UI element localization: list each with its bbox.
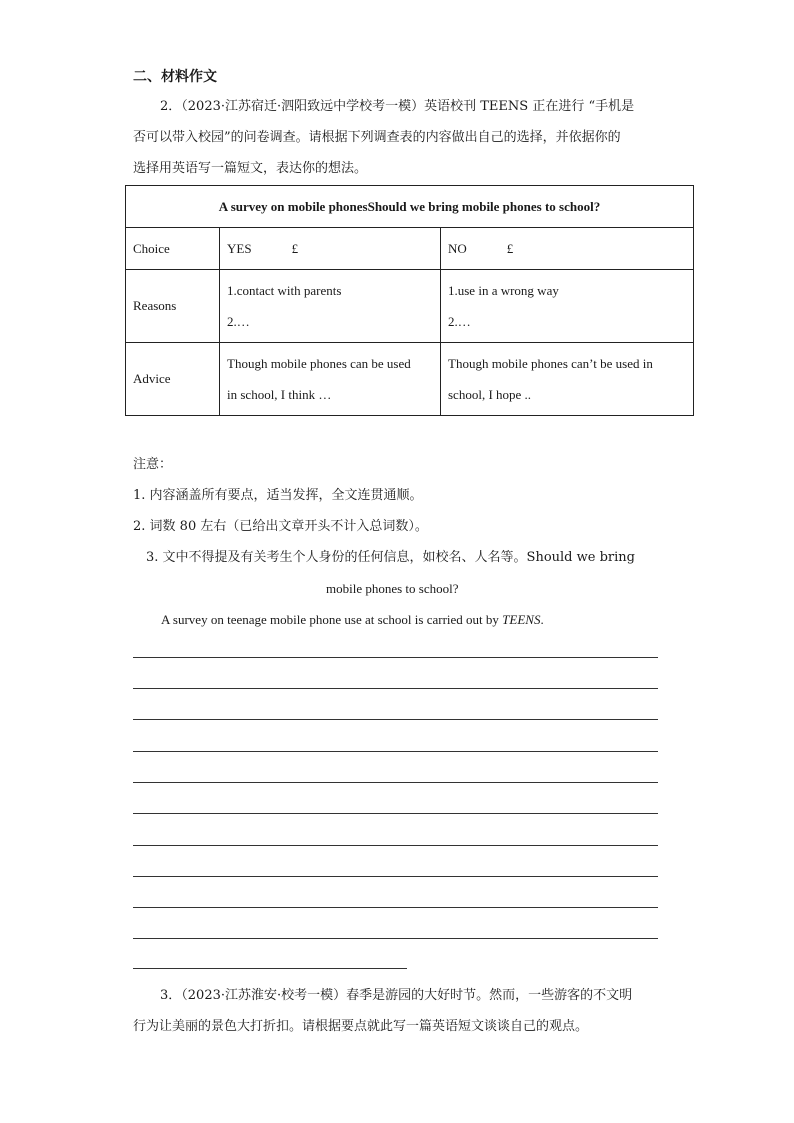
survey-title: A survey on mobile phonesShould we bring mobile phones to school? <box>126 186 694 228</box>
notes-item-2: 2. 词数 80 左右（已给出文章开头不计入总词数）。 <box>133 519 428 534</box>
choice-no-cell <box>441 228 694 270</box>
reasons-no-2: 2.… <box>448 314 471 329</box>
section-title: 二、材料作文 <box>133 69 217 85</box>
essay-opening <box>161 604 544 635</box>
advice-no-2: school, I hope .. <box>448 387 532 402</box>
survey-row-choice <box>126 228 694 270</box>
q2-line-3: 选择用英语写一篇短文，表达你的想法。 <box>133 161 368 176</box>
footnote-separator <box>133 968 407 969</box>
writing-line[interactable] <box>133 719 658 720</box>
no-checkbox: £ <box>506 240 514 256</box>
reasons-yes-2: 2.… <box>227 314 250 329</box>
q2-line-2: 否可以带入校园”的问卷调查。请根据下列调查表的内容做出自己的选择，并依据你的 <box>133 130 621 145</box>
advice-no-cell <box>441 343 694 416</box>
writing-line[interactable] <box>133 813 658 814</box>
writing-line[interactable] <box>133 938 658 939</box>
advice-yes-2: in school, I think … <box>227 387 332 402</box>
q3-line-2: 行为让美丽的景色大打折扣。请根据要点就此写一篇英语短文谈谈自己的观点。 <box>133 1019 589 1034</box>
yes-checkbox: £ <box>291 240 299 256</box>
reasons-label: Reasons <box>126 270 220 343</box>
q2-line-1: 2．（2023·江苏宿迁·泗阳致远中学校考一模）英语校刊 TEENS 正在进行 “手机是 <box>160 99 635 114</box>
writing-line[interactable] <box>133 657 658 658</box>
writing-line[interactable] <box>133 751 658 752</box>
reasons-no-1: 1.use in a wrong way <box>448 283 559 298</box>
writing-line[interactable] <box>133 782 658 783</box>
advice-label: Advice <box>126 343 220 416</box>
notes-item-3-cont: mobile phones to school? <box>326 581 459 596</box>
survey-title-row <box>126 186 694 228</box>
notes-item-1: 1. 内容涵盖所有要点，适当发挥，全文连贯通顺。 <box>133 488 423 503</box>
advice-no-1: Though mobile phones can’t be used in <box>448 356 653 371</box>
survey-row-advice <box>126 343 694 416</box>
survey-row-reasons <box>126 270 694 343</box>
notes-heading: 注意： <box>133 457 173 472</box>
essay-opening-text: A survey on teenage mobile phone use at school is carried out by <box>161 612 503 627</box>
essay-opening-teens: TEENS <box>502 612 541 627</box>
q3-line-1: 3．（2023·江苏淮安·校考一模）春季是游园的大好时节。然而，一些游客的不文明 <box>160 988 633 1003</box>
reasons-yes-cell <box>220 270 441 343</box>
choice-no: NO <box>448 240 467 256</box>
essay-opening-period: . <box>540 612 544 627</box>
reasons-yes-1: 1.contact with parents <box>227 283 342 298</box>
choice-yes-cell <box>220 228 441 270</box>
choice-label: Choice <box>126 228 220 270</box>
advice-yes-cell <box>220 343 441 416</box>
writing-line[interactable] <box>133 688 658 689</box>
notes-item-3: 3. 文中不得提及有关考生个人身份的任何信息，如校名、人名等。Should we bring <box>146 550 635 565</box>
choice-yes: YES <box>227 240 252 256</box>
writing-line[interactable] <box>133 876 658 877</box>
reasons-no-cell <box>441 270 694 343</box>
advice-yes-1: Though mobile phones can be used <box>227 356 411 371</box>
survey-table <box>125 185 694 416</box>
writing-line[interactable] <box>133 907 658 908</box>
writing-line[interactable] <box>133 845 658 846</box>
